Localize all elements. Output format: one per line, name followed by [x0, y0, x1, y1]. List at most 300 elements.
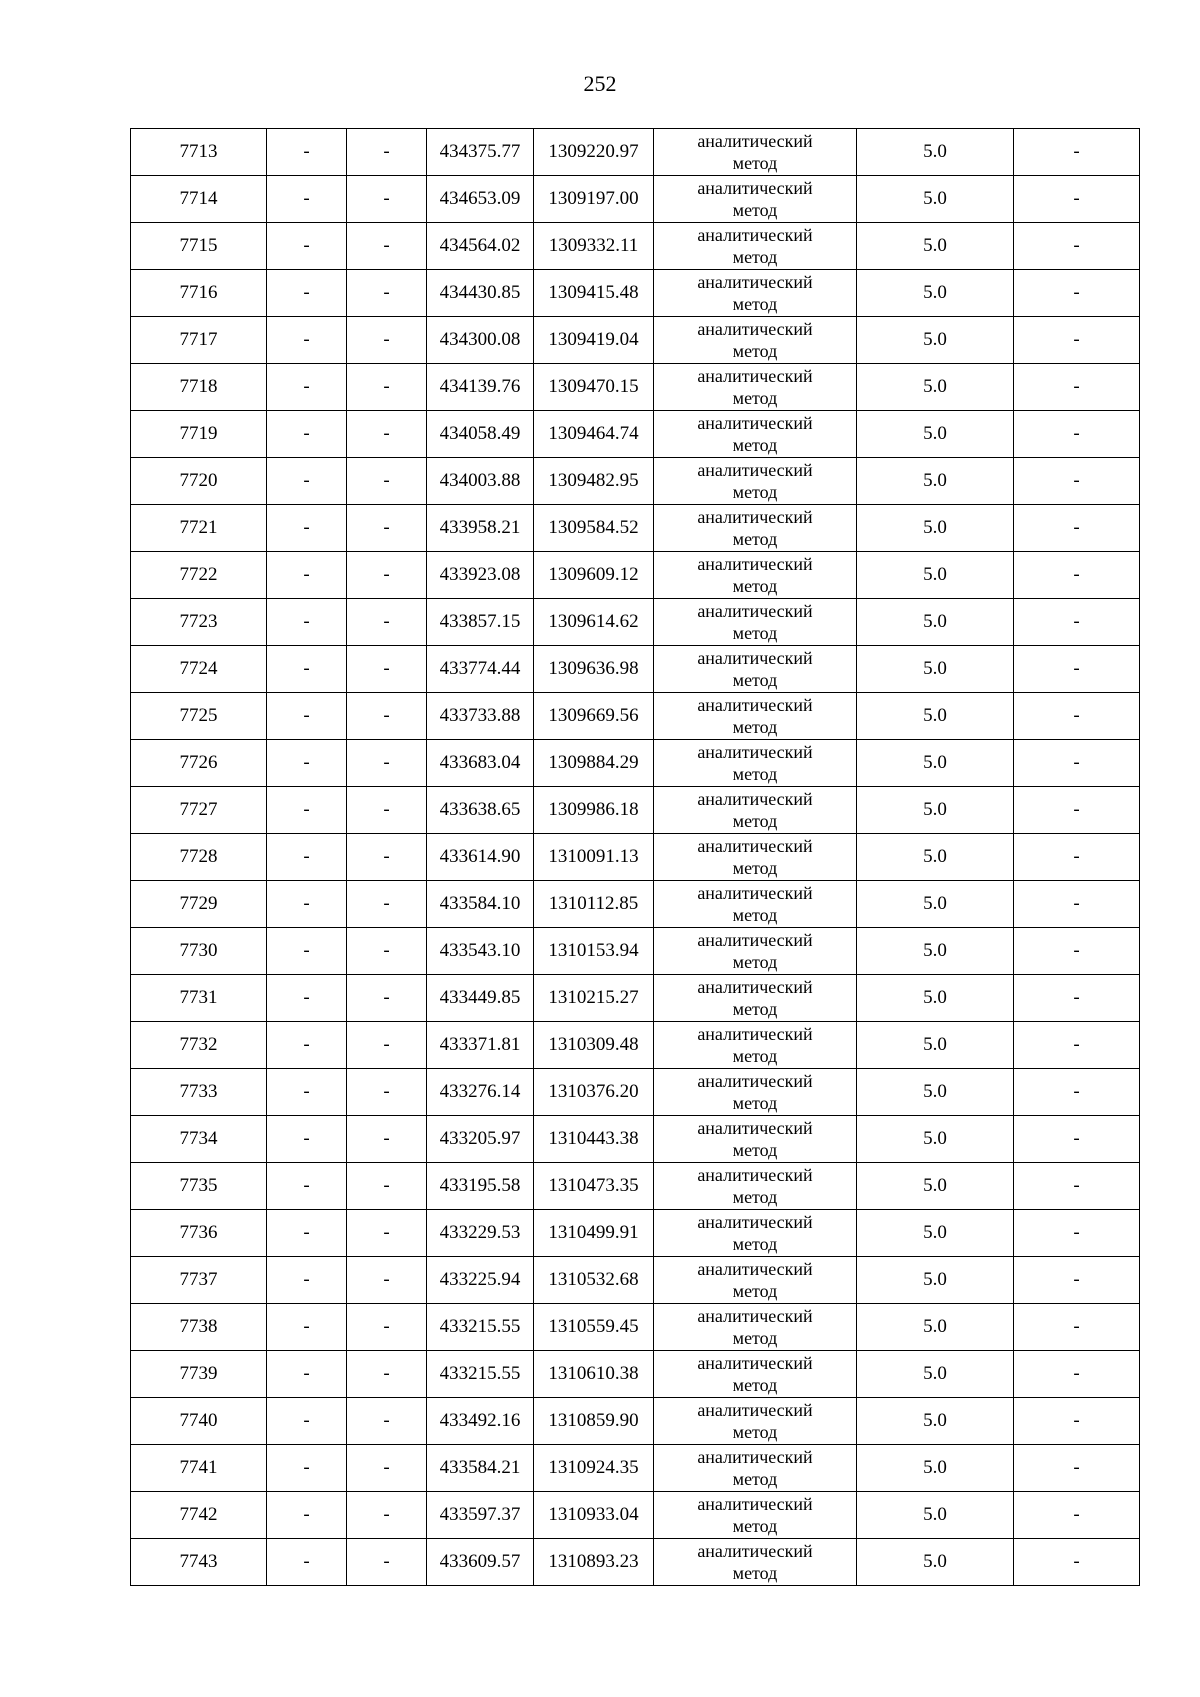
y-coordinate-cell: 1309609.12 [534, 552, 654, 599]
x-coordinate-cell: 433609.57 [427, 1539, 534, 1586]
point-number-cell: 7729 [131, 881, 267, 928]
column-8-cell: - [1014, 1351, 1140, 1398]
x-coordinate-cell: 433733.88 [427, 693, 534, 740]
point-number-cell: 7741 [131, 1445, 267, 1492]
method-line-1: аналитический [697, 319, 813, 339]
y-coordinate-cell: 1309884.29 [534, 740, 654, 787]
method-line-1: аналитический [697, 1259, 813, 1279]
column-2-cell: - [267, 1539, 347, 1586]
column-8-cell: - [1014, 1398, 1140, 1445]
x-coordinate-cell: 433371.81 [427, 1022, 534, 1069]
column-8-cell: - [1014, 270, 1140, 317]
y-coordinate-cell: 1310309.48 [534, 1022, 654, 1069]
column-2-cell: - [267, 599, 347, 646]
column-8-cell: - [1014, 505, 1140, 552]
method-line-2: метод [732, 717, 778, 737]
y-coordinate-cell: 1309197.00 [534, 176, 654, 223]
method-line-2: метод [732, 623, 778, 643]
table-row [131, 1210, 1140, 1257]
column-8-cell: - [1014, 740, 1140, 787]
table-row [131, 1116, 1140, 1163]
y-coordinate-cell: 1309419.04 [534, 317, 654, 364]
column-2-cell: - [267, 928, 347, 975]
y-coordinate-cell: 1310610.38 [534, 1351, 654, 1398]
column-8-cell: - [1014, 1539, 1140, 1586]
method-line-1: аналитический [697, 930, 813, 950]
column-2-cell: - [267, 364, 347, 411]
accuracy-cell: 5.0 [857, 646, 1014, 693]
method-line-2: метод [732, 670, 778, 690]
x-coordinate-cell: 433683.04 [427, 740, 534, 787]
point-number-cell: 7721 [131, 505, 267, 552]
column-3-cell: - [347, 505, 427, 552]
method-line-1: аналитический [697, 789, 813, 809]
column-3-cell: - [347, 646, 427, 693]
table-row [131, 505, 1140, 552]
method-line-1: аналитический [697, 1024, 813, 1044]
point-number-cell: 7737 [131, 1257, 267, 1304]
x-coordinate-cell: 434653.09 [427, 176, 534, 223]
column-8-cell: - [1014, 881, 1140, 928]
column-8-cell: - [1014, 223, 1140, 270]
point-number-cell: 7734 [131, 1116, 267, 1163]
column-2-cell: - [267, 552, 347, 599]
method-cell [654, 1492, 857, 1539]
table-row [131, 1163, 1140, 1210]
accuracy-cell: 5.0 [857, 881, 1014, 928]
x-coordinate-cell: 433857.15 [427, 599, 534, 646]
y-coordinate-cell: 1310499.91 [534, 1210, 654, 1257]
x-coordinate-cell: 433584.10 [427, 881, 534, 928]
y-coordinate-cell: 1309636.98 [534, 646, 654, 693]
y-coordinate-cell: 1310091.13 [534, 834, 654, 881]
table-row [131, 787, 1140, 834]
accuracy-cell: 5.0 [857, 740, 1014, 787]
column-8-cell: - [1014, 975, 1140, 1022]
point-number-cell: 7717 [131, 317, 267, 364]
method-cell [654, 1163, 857, 1210]
method-line-1: аналитический [697, 1212, 813, 1232]
method-cell [654, 411, 857, 458]
method-line-1: аналитический [697, 507, 813, 527]
column-2-cell: - [267, 270, 347, 317]
y-coordinate-cell: 1310473.35 [534, 1163, 654, 1210]
y-coordinate-cell: 1309415.48 [534, 270, 654, 317]
point-number-cell: 7742 [131, 1492, 267, 1539]
method-line-2: метод [732, 1469, 778, 1489]
column-3-cell: - [347, 223, 427, 270]
point-number-cell: 7726 [131, 740, 267, 787]
column-8-cell: - [1014, 834, 1140, 881]
column-2-cell: - [267, 1116, 347, 1163]
column-8-cell: - [1014, 129, 1140, 176]
method-line-2: метод [732, 341, 778, 361]
accuracy-cell: 5.0 [857, 1492, 1014, 1539]
table-row [131, 1351, 1140, 1398]
accuracy-cell: 5.0 [857, 552, 1014, 599]
point-number-cell: 7718 [131, 364, 267, 411]
accuracy-cell: 5.0 [857, 599, 1014, 646]
y-coordinate-cell: 1309669.56 [534, 693, 654, 740]
point-number-cell: 7716 [131, 270, 267, 317]
x-coordinate-cell: 433215.55 [427, 1304, 534, 1351]
accuracy-cell: 5.0 [857, 1257, 1014, 1304]
y-coordinate-cell: 1310443.38 [534, 1116, 654, 1163]
x-coordinate-cell: 434139.76 [427, 364, 534, 411]
coordinates-table [130, 128, 1140, 1586]
y-coordinate-cell: 1310532.68 [534, 1257, 654, 1304]
column-3-cell: - [347, 599, 427, 646]
table-row [131, 458, 1140, 505]
x-coordinate-cell: 433584.21 [427, 1445, 534, 1492]
table-row [131, 1257, 1140, 1304]
x-coordinate-cell: 433229.53 [427, 1210, 534, 1257]
method-cell [654, 317, 857, 364]
method-line-2: метод [732, 153, 778, 173]
column-8-cell: - [1014, 599, 1140, 646]
accuracy-cell: 5.0 [857, 1022, 1014, 1069]
accuracy-cell: 5.0 [857, 693, 1014, 740]
table-row [131, 599, 1140, 646]
method-line-1: аналитический [697, 272, 813, 292]
method-line-2: метод [732, 482, 778, 502]
point-number-cell: 7713 [131, 129, 267, 176]
column-2-cell: - [267, 881, 347, 928]
page-number: 252 [583, 71, 617, 96]
accuracy-cell: 5.0 [857, 270, 1014, 317]
x-coordinate-cell: 433492.16 [427, 1398, 534, 1445]
method-line-1: аналитический [697, 977, 813, 997]
method-cell [654, 787, 857, 834]
method-cell [654, 975, 857, 1022]
table-row [131, 1445, 1140, 1492]
point-number-cell: 7715 [131, 223, 267, 270]
column-8-cell: - [1014, 1069, 1140, 1116]
y-coordinate-cell: 1309332.11 [534, 223, 654, 270]
column-2-cell: - [267, 317, 347, 364]
column-3-cell: - [347, 1257, 427, 1304]
accuracy-cell: 5.0 [857, 1445, 1014, 1492]
column-2-cell: - [267, 834, 347, 881]
point-number-cell: 7733 [131, 1069, 267, 1116]
point-number-cell: 7714 [131, 176, 267, 223]
x-coordinate-cell: 434430.85 [427, 270, 534, 317]
method-line-2: метод [732, 1093, 778, 1113]
column-3-cell: - [347, 129, 427, 176]
method-line-1: аналитический [697, 1353, 813, 1373]
column-3-cell: - [347, 1022, 427, 1069]
x-coordinate-cell: 433774.44 [427, 646, 534, 693]
x-coordinate-cell: 434564.02 [427, 223, 534, 270]
column-2-cell: - [267, 787, 347, 834]
column-3-cell: - [347, 1069, 427, 1116]
accuracy-cell: 5.0 [857, 1398, 1014, 1445]
accuracy-cell: 5.0 [857, 223, 1014, 270]
column-2-cell: - [267, 740, 347, 787]
column-3-cell: - [347, 1210, 427, 1257]
y-coordinate-cell: 1309464.74 [534, 411, 654, 458]
column-2-cell: - [267, 975, 347, 1022]
column-8-cell: - [1014, 317, 1140, 364]
table-row [131, 1069, 1140, 1116]
x-coordinate-cell: 433614.90 [427, 834, 534, 881]
method-cell [654, 1257, 857, 1304]
table-row [131, 129, 1140, 176]
accuracy-cell: 5.0 [857, 975, 1014, 1022]
table-row [131, 975, 1140, 1022]
column-2-cell: - [267, 458, 347, 505]
method-line-2: метод [732, 1422, 778, 1442]
method-line-1: аналитический [697, 695, 813, 715]
accuracy-cell: 5.0 [857, 928, 1014, 975]
accuracy-cell: 5.0 [857, 505, 1014, 552]
method-line-2: метод [732, 576, 778, 596]
table-row [131, 223, 1140, 270]
point-number-cell: 7719 [131, 411, 267, 458]
method-line-1: аналитический [697, 1165, 813, 1185]
table-row [131, 881, 1140, 928]
column-3-cell: - [347, 317, 427, 364]
method-line-2: метод [732, 999, 778, 1019]
accuracy-cell: 5.0 [857, 1069, 1014, 1116]
method-cell [654, 458, 857, 505]
y-coordinate-cell: 1309220.97 [534, 129, 654, 176]
method-cell [654, 1398, 857, 1445]
x-coordinate-cell: 433449.85 [427, 975, 534, 1022]
y-coordinate-cell: 1310376.20 [534, 1069, 654, 1116]
method-line-2: метод [732, 200, 778, 220]
table-row [131, 834, 1140, 881]
method-line-2: метод [732, 247, 778, 267]
table-row [131, 552, 1140, 599]
method-cell [654, 693, 857, 740]
table-row [131, 1304, 1140, 1351]
column-3-cell: - [347, 693, 427, 740]
point-number-cell: 7730 [131, 928, 267, 975]
column-2-cell: - [267, 1069, 347, 1116]
accuracy-cell: 5.0 [857, 1163, 1014, 1210]
method-line-1: аналитический [697, 1447, 813, 1467]
table-row [131, 1398, 1140, 1445]
column-3-cell: - [347, 787, 427, 834]
column-2-cell: - [267, 1210, 347, 1257]
table-row [131, 270, 1140, 317]
method-line-1: аналитический [697, 178, 813, 198]
method-line-2: метод [732, 858, 778, 878]
method-cell [654, 364, 857, 411]
method-cell [654, 129, 857, 176]
table-row [131, 176, 1140, 223]
column-2-cell: - [267, 1257, 347, 1304]
method-line-1: аналитический [697, 1494, 813, 1514]
method-line-2: метод [732, 811, 778, 831]
accuracy-cell: 5.0 [857, 787, 1014, 834]
method-line-1: аналитический [697, 1400, 813, 1420]
table-row [131, 740, 1140, 787]
column-3-cell: - [347, 364, 427, 411]
x-coordinate-cell: 433276.14 [427, 1069, 534, 1116]
accuracy-cell: 5.0 [857, 129, 1014, 176]
point-number-cell: 7732 [131, 1022, 267, 1069]
column-3-cell: - [347, 1445, 427, 1492]
column-2-cell: - [267, 1304, 347, 1351]
point-number-cell: 7735 [131, 1163, 267, 1210]
method-cell [654, 740, 857, 787]
method-line-2: метод [732, 1375, 778, 1395]
method-line-1: аналитический [697, 836, 813, 856]
column-8-cell: - [1014, 787, 1140, 834]
method-cell [654, 1069, 857, 1116]
column-3-cell: - [347, 1539, 427, 1586]
column-2-cell: - [267, 1398, 347, 1445]
method-cell [654, 1351, 857, 1398]
y-coordinate-cell: 1310924.35 [534, 1445, 654, 1492]
method-line-1: аналитический [697, 554, 813, 574]
point-number-cell: 7722 [131, 552, 267, 599]
method-line-1: аналитический [697, 131, 813, 151]
column-2-cell: - [267, 176, 347, 223]
method-line-2: метод [732, 1140, 778, 1160]
column-8-cell: - [1014, 1116, 1140, 1163]
column-8-cell: - [1014, 176, 1140, 223]
point-number-cell: 7739 [131, 1351, 267, 1398]
column-3-cell: - [347, 1492, 427, 1539]
y-coordinate-cell: 1309986.18 [534, 787, 654, 834]
column-2-cell: - [267, 1492, 347, 1539]
column-8-cell: - [1014, 458, 1140, 505]
method-cell [654, 646, 857, 693]
point-number-cell: 7743 [131, 1539, 267, 1586]
method-line-2: метод [732, 1328, 778, 1348]
point-number-cell: 7720 [131, 458, 267, 505]
point-number-cell: 7727 [131, 787, 267, 834]
method-line-2: метод [732, 1563, 778, 1583]
x-coordinate-cell: 434300.08 [427, 317, 534, 364]
column-3-cell: - [347, 1116, 427, 1163]
table-row [131, 317, 1140, 364]
x-coordinate-cell: 433195.58 [427, 1163, 534, 1210]
column-3-cell: - [347, 1163, 427, 1210]
method-line-2: метод [732, 952, 778, 972]
table-row [131, 1492, 1140, 1539]
point-number-cell: 7731 [131, 975, 267, 1022]
column-8-cell: - [1014, 1492, 1140, 1539]
accuracy-cell: 5.0 [857, 1304, 1014, 1351]
column-2-cell: - [267, 693, 347, 740]
method-line-2: метод [732, 435, 778, 455]
table-row [131, 1022, 1140, 1069]
method-line-1: аналитический [697, 883, 813, 903]
column-3-cell: - [347, 881, 427, 928]
accuracy-cell: 5.0 [857, 458, 1014, 505]
table-row [131, 364, 1140, 411]
method-cell [654, 1210, 857, 1257]
point-number-cell: 7740 [131, 1398, 267, 1445]
method-line-2: метод [732, 529, 778, 549]
column-3-cell: - [347, 1351, 427, 1398]
method-line-1: аналитический [697, 225, 813, 245]
method-line-1: аналитический [697, 1118, 813, 1138]
method-cell [654, 1116, 857, 1163]
accuracy-cell: 5.0 [857, 834, 1014, 881]
y-coordinate-cell: 1310215.27 [534, 975, 654, 1022]
column-3-cell: - [347, 176, 427, 223]
column-2-cell: - [267, 129, 347, 176]
x-coordinate-cell: 433215.55 [427, 1351, 534, 1398]
method-cell [654, 834, 857, 881]
method-cell [654, 1304, 857, 1351]
method-line-1: аналитический [697, 1306, 813, 1326]
x-coordinate-cell: 433638.65 [427, 787, 534, 834]
method-cell [654, 599, 857, 646]
column-2-cell: - [267, 1351, 347, 1398]
method-line-1: аналитический [697, 601, 813, 621]
accuracy-cell: 5.0 [857, 176, 1014, 223]
y-coordinate-cell: 1309482.95 [534, 458, 654, 505]
method-line-1: аналитический [697, 1541, 813, 1561]
point-number-cell: 7728 [131, 834, 267, 881]
column-8-cell: - [1014, 1163, 1140, 1210]
column-8-cell: - [1014, 1445, 1140, 1492]
column-8-cell: - [1014, 1257, 1140, 1304]
x-coordinate-cell: 433543.10 [427, 928, 534, 975]
y-coordinate-cell: 1310559.45 [534, 1304, 654, 1351]
column-8-cell: - [1014, 411, 1140, 458]
method-cell [654, 1022, 857, 1069]
method-line-1: аналитический [697, 413, 813, 433]
method-line-2: метод [732, 388, 778, 408]
table-body [131, 129, 1140, 1586]
method-line-1: аналитический [697, 366, 813, 386]
method-line-2: метод [732, 905, 778, 925]
column-8-cell: - [1014, 693, 1140, 740]
x-coordinate-cell: 434375.77 [427, 129, 534, 176]
y-coordinate-cell: 1310859.90 [534, 1398, 654, 1445]
method-line-2: метод [732, 1516, 778, 1536]
column-2-cell: - [267, 223, 347, 270]
method-line-1: аналитический [697, 742, 813, 762]
method-cell [654, 176, 857, 223]
column-8-cell: - [1014, 1210, 1140, 1257]
table-row [131, 928, 1140, 975]
column-3-cell: - [347, 270, 427, 317]
y-coordinate-cell: 1310893.23 [534, 1539, 654, 1586]
accuracy-cell: 5.0 [857, 1116, 1014, 1163]
accuracy-cell: 5.0 [857, 1210, 1014, 1257]
method-cell [654, 1445, 857, 1492]
point-number-cell: 7738 [131, 1304, 267, 1351]
y-coordinate-cell: 1309584.52 [534, 505, 654, 552]
column-2-cell: - [267, 1163, 347, 1210]
column-3-cell: - [347, 411, 427, 458]
column-8-cell: - [1014, 364, 1140, 411]
method-cell [654, 928, 857, 975]
accuracy-cell: 5.0 [857, 411, 1014, 458]
column-3-cell: - [347, 740, 427, 787]
column-3-cell: - [347, 552, 427, 599]
point-number-cell: 7724 [131, 646, 267, 693]
x-coordinate-cell: 433958.21 [427, 505, 534, 552]
method-line-1: аналитический [697, 460, 813, 480]
x-coordinate-cell: 433597.37 [427, 1492, 534, 1539]
x-coordinate-cell: 433225.94 [427, 1257, 534, 1304]
column-2-cell: - [267, 1445, 347, 1492]
table-row [131, 1539, 1140, 1586]
column-3-cell: - [347, 458, 427, 505]
method-cell [654, 505, 857, 552]
column-3-cell: - [347, 1398, 427, 1445]
column-8-cell: - [1014, 646, 1140, 693]
